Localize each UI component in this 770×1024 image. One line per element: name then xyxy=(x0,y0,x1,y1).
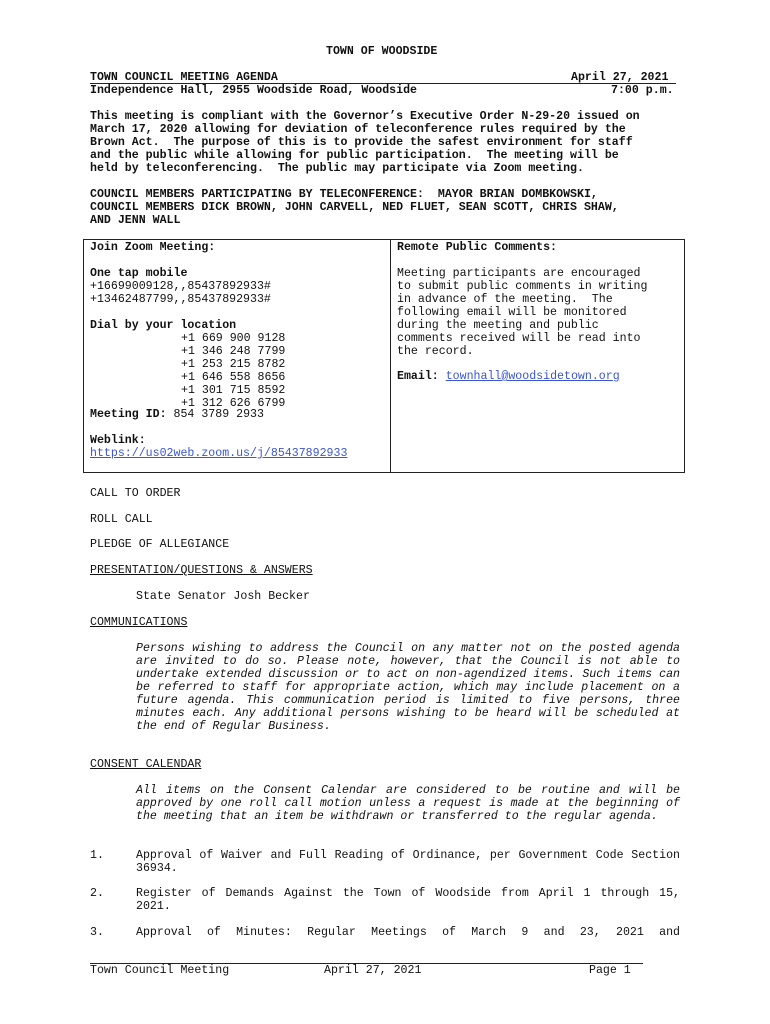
one-tap-number[interactable]: +16699009128,,85437892933# xyxy=(90,280,271,293)
consent-item: Register of Demands Against the Town of Woodside from April 1 through 15, 2021. xyxy=(136,887,680,913)
box-divider xyxy=(390,240,391,472)
dial-number: +1 301 715 8592 xyxy=(181,384,286,397)
meeting-location: Independence Hall, 2955 Woodside Road, Woodside xyxy=(90,84,417,97)
email-row: Email: townhall@woodsidetown.org xyxy=(397,370,620,383)
call-to-order: CALL TO ORDER xyxy=(90,487,181,500)
town-title: TOWN OF WOODSIDE xyxy=(326,45,438,58)
email-link[interactable]: townhall@woodsidetown.org xyxy=(445,370,620,383)
agenda-title: TOWN COUNCIL MEETING AGENDA xyxy=(90,71,278,84)
consent-text: All items on the Consent Calendar are considered to be routine and will be approved by one roll call motion unless a request is made at the beginning of the meeting that an item be withdrawn or transferred to the regular agenda. xyxy=(136,784,680,823)
pledge: PLEDGE OF ALLEGIANCE xyxy=(90,538,230,551)
dial-number: +1 646 558 8656 xyxy=(181,371,286,384)
footer-date: April 27, 2021 xyxy=(324,964,422,977)
meeting-id: Meeting ID: 854 3789 2933 xyxy=(90,408,264,421)
remote-heading: Remote Public Comments: xyxy=(397,241,558,254)
communications-heading: COMMUNICATIONS xyxy=(90,616,188,629)
page-number: Page 1 xyxy=(589,964,631,977)
communications-text: Persons wishing to address the Council on any matter not on the posted agenda are invited to do so. Please note, however, that the Council is not able to undertake extended discussion or to act on non-agendized items. Such items can be referred to staff for appropriate action, which may include placement on a future agenda. This communication period is limited to five persons, three minutes each. Any additional persons wishing to be heard will be scheduled at the end of Regular Business. xyxy=(136,642,680,733)
consent-item: Approval of Waiver and Full Reading of Ordinance, per Government Code Section 36934. xyxy=(136,849,680,875)
one-tap-label: One tap mobile xyxy=(90,267,188,280)
item-number: 3. xyxy=(90,926,104,939)
dial-number: +1 346 248 7799 xyxy=(181,345,286,358)
dial-number: +1 253 215 8782 xyxy=(181,358,286,371)
presentation-heading: PRESENTATION/QUESTIONS & ANSWERS xyxy=(90,564,313,577)
consent-heading: CONSENT CALENDAR xyxy=(90,758,202,771)
meeting-time: 7:00 p.m. xyxy=(611,84,674,97)
roll-call: ROLL CALL xyxy=(90,513,153,526)
dial-number: +1 312 626 6799 xyxy=(181,397,286,410)
item-number: 2. xyxy=(90,887,104,900)
dial-number: +1 669 900 9128 xyxy=(181,332,286,345)
footer-title: Town Council Meeting xyxy=(90,964,230,977)
weblink-label: Weblink: xyxy=(90,434,146,447)
meeting-date: April 27, 2021 xyxy=(571,71,669,84)
consent-item: Approval of Minutes: Regular Meetings of March 9 and 23, 2021 and xyxy=(136,926,680,939)
item-number: 1. xyxy=(90,849,104,862)
presenter: State Senator Josh Becker xyxy=(136,590,310,603)
one-tap-number[interactable]: +13462487799,,85437892933# xyxy=(90,293,271,306)
dial-label: Dial by your location xyxy=(90,319,237,332)
zoom-weblink[interactable]: https://us02web.zoom.us/j/85437892933 xyxy=(90,447,348,460)
zoom-heading: Join Zoom Meeting: xyxy=(90,241,216,254)
